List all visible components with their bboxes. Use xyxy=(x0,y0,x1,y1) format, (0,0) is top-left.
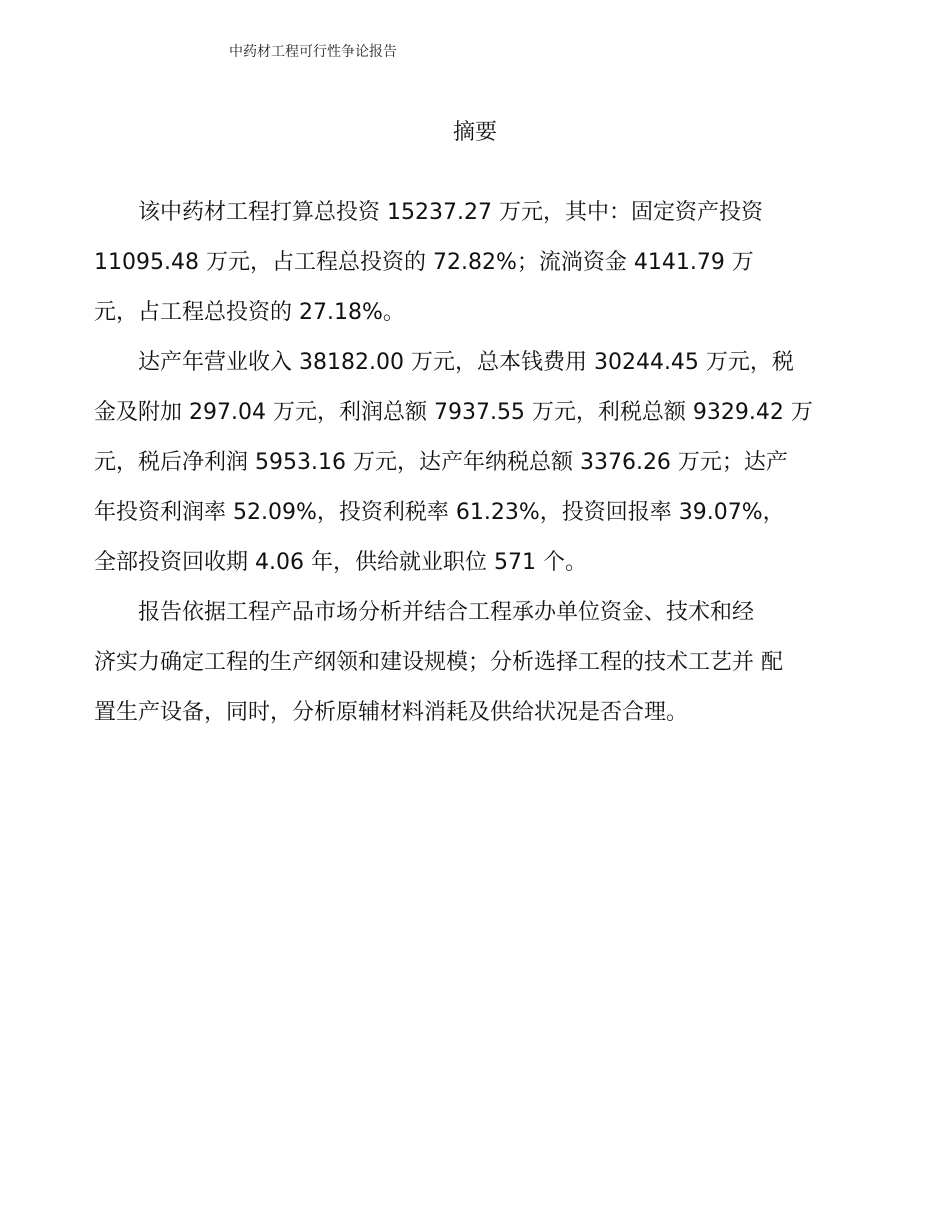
text-line: 达产年营业收入 38182.00 万元，总本钱费用 30244.45 万元，税 xyxy=(138,350,794,375)
document-body xyxy=(94,188,866,738)
paragraph-analysis xyxy=(94,588,866,738)
text-line: 元，占工程总投资的 27.18%。 xyxy=(94,300,405,325)
text-line: 元，税后净利润 5953.16 万元，达产年纳税总额 3376.26 万元；达产 xyxy=(94,450,788,475)
text-line: 报告依据工程产品市场分析并结合工程承办单位资金、技术和经 xyxy=(138,600,755,625)
running-header: 中药材工程可行性争论报告 xyxy=(229,44,397,60)
text-line: 11095.48 万元，占工程总投资的 72.82%；流淌资金 4141.79 万 xyxy=(94,250,754,275)
text-line: 金及附加 297.04 万元，利润总额 7937.55 万元，利税总额 9329.42 万 xyxy=(94,400,813,425)
paragraph-revenue xyxy=(94,338,866,588)
text-line: 全部投资回收期 4.06 年，供给就业职位 571 个。 xyxy=(94,550,587,575)
text-line: 济实力确定工程的生产纲领和建设规模；分析选择工程的技术工艺并 配 xyxy=(94,650,783,675)
text-line: 该中药材工程打算总投资 15237.27 万元，其中：固定资产投资 xyxy=(138,200,763,225)
text-line: 年投资利润率 52.09%，投资利税率 61.23%，投资回报率 39.07%， xyxy=(94,500,785,525)
text-line: 置生产设备，同时，分析原辅材料消耗及供给状况是否合理。 xyxy=(94,700,689,725)
page-title: 摘要 xyxy=(452,120,497,145)
paragraph-investment xyxy=(94,188,866,338)
